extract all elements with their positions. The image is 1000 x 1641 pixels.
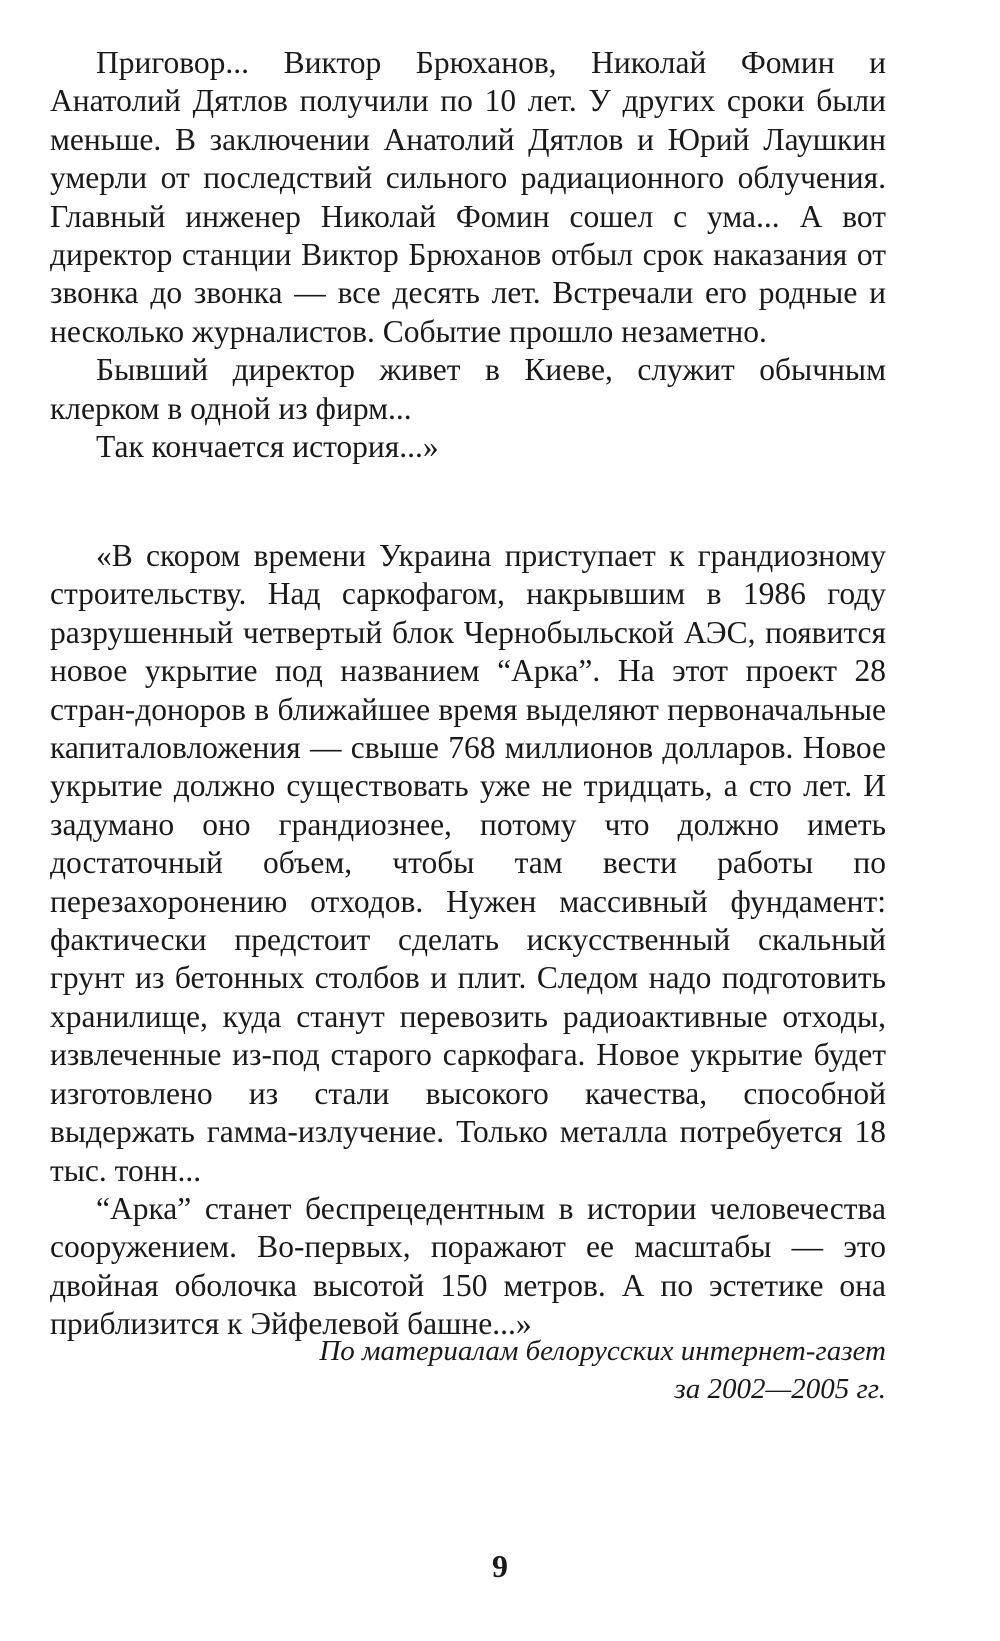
paragraph: Так кончается история...» [96,429,439,465]
text-section-verdict [50,44,886,466]
paragraph: “Арка” станет беспрецедентным в истории человечества сооружением. Во-первых, поражают ее масштабы — это двойная оболочка высотой 150 метров. А по эстетике она приблизится к Эйфелевой башне...» [50,1190,886,1342]
attribution-line: По материалам белорусских интернет-газет [319,1335,886,1367]
source-attribution [319,1332,886,1409]
paragraph: Бывший директор живет в Киеве, служит обычным клерком в одной из фирм... [50,352,886,426]
attribution-line: за 2002—2005 гг. [674,1373,886,1406]
text-section-arch [50,537,886,1344]
paragraph: «В скором времени Украина приступает к грандиозному строительству. Над саркофагом, накрывшим в 1986 году разрушенный четвертый блок Чернобыльской АЭС, появится новое укрытие под названием “Арка”. На этот проект 28 стран-доноров в ближайшее время выделяют первоначальные капиталовложения — свыше 768 миллионов долларов. Новое укрытие должно существовать уже не тридцать, а сто лет. И задумано оно грандиознее, потому что должно иметь достаточный объем, чтобы там вести работы по перезахоронению отходов. Нужен массивный фундамент: фактически предстоит сделать искусственный скальный грунт из бетонных столбов и плит. Следом надо подготовить хранилище, куда станут перевозить радиоактивные отходы, извлеченные из-под старого саркофага. Новое укрытие будет изготовлено из стали высокого качества, способной выдержать гамма-излучение. Только металла потребуется 18 тыс. тонн... [50,538,886,1188]
paragraph: Приговор... Виктор Брюханов, Николай Фомин и Анатолий Дятлов получили по 10 лет. У других сроки были меньше. В заключении Анатолий Дятлов и Юрий Лаушкин умерли от последствий сильного радиационного облучения. Главный инженер Николай Фомин сошел с ума... А вот директор станции Виктор Брюханов отбыл срок наказания от звонка до звонка — все десять лет. Встречали его родные и несколько журналистов. Событие прошло незаметно. [50,45,886,349]
page-number: 9 [492,1548,508,1584]
